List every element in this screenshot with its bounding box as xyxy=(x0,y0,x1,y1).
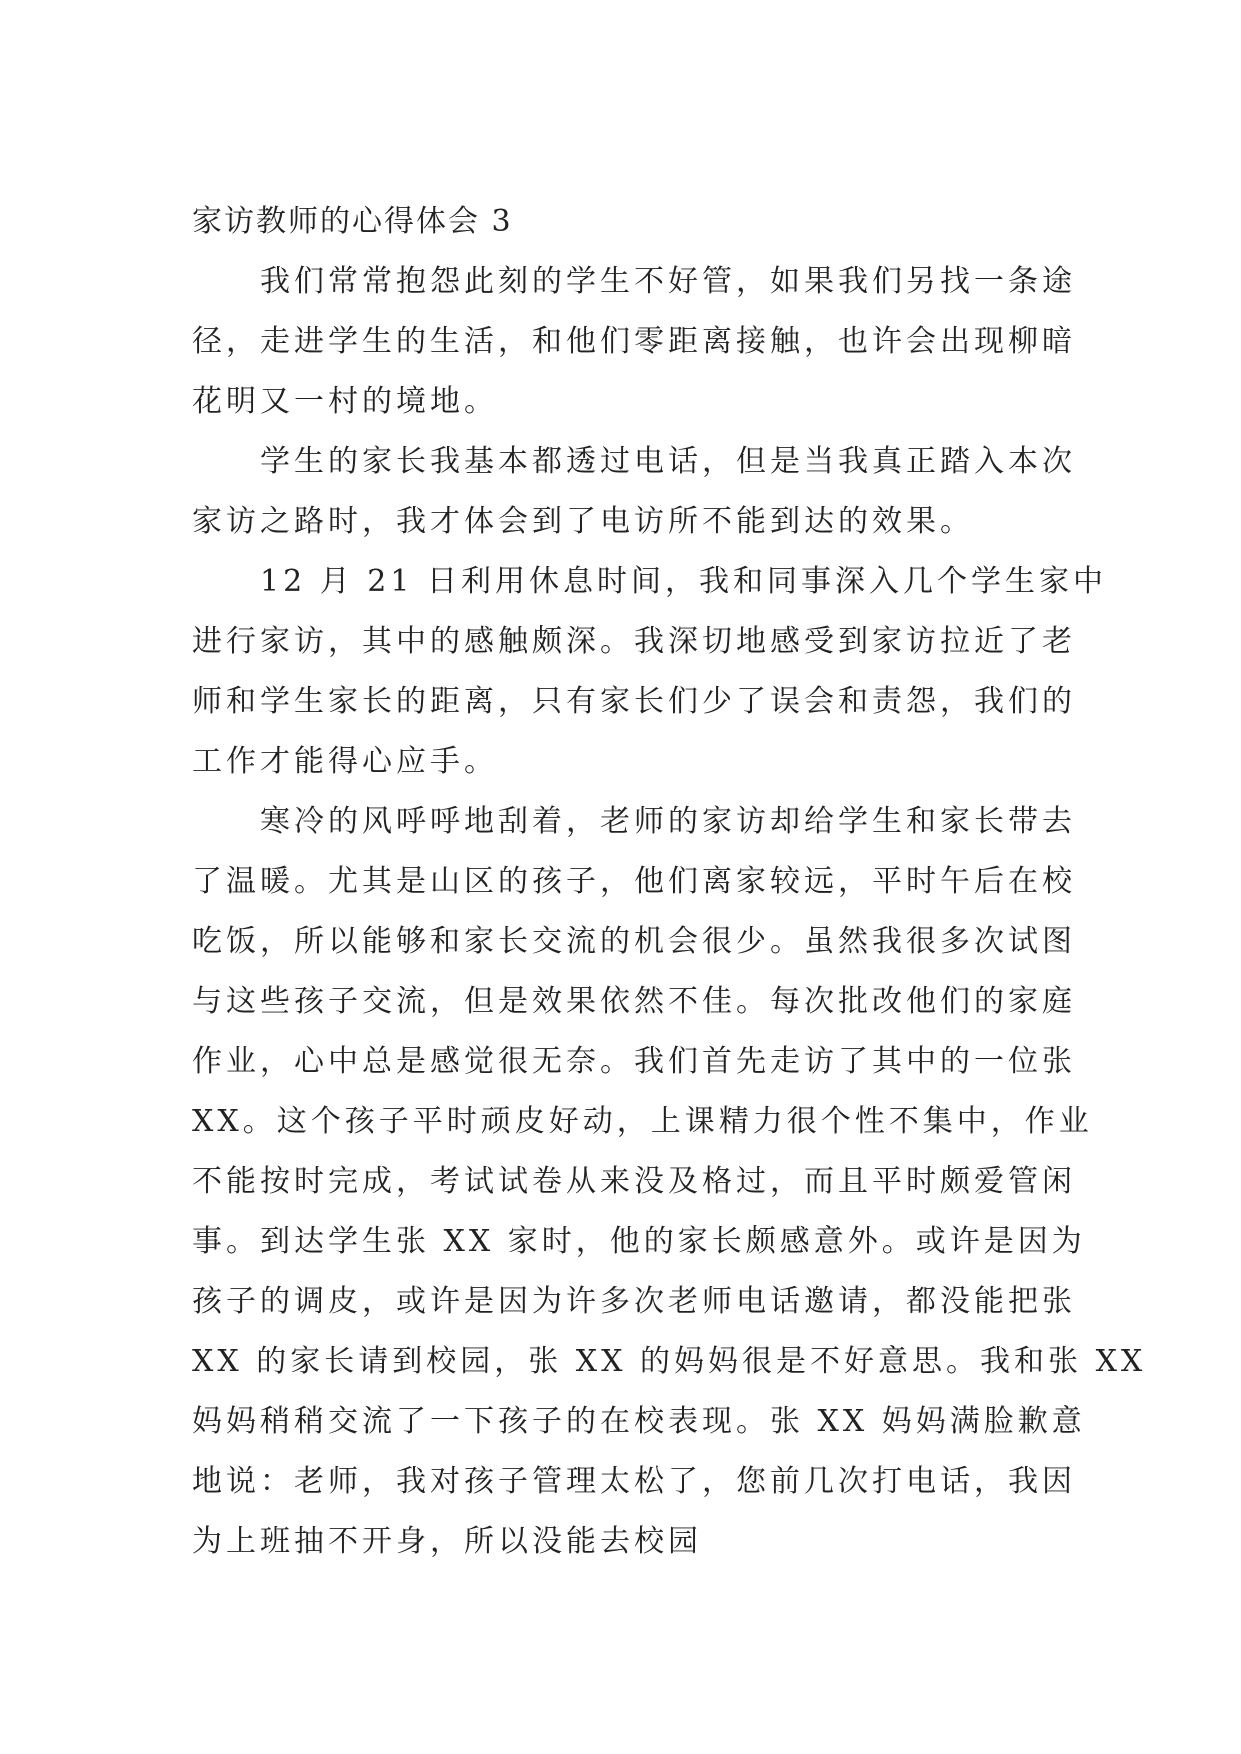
paragraph-line: XX。这个孩子平时顽皮好动，上课精力很个性不集中，作业 xyxy=(192,1104,1093,1139)
paragraph-line: XX 的家长请到校园，张 XX 的妈妈很是不好意思。我和张 XX xyxy=(192,1344,1147,1379)
paragraph-line: 工作才能得心应手。 xyxy=(192,744,498,779)
paragraph-line: 家访之路时，我才体会到了电访所不能到达的效果。 xyxy=(192,504,974,539)
paragraph-line: 进行家访，其中的感触颇深。我深切地感受到家访拉近了老 xyxy=(192,624,1076,659)
paragraph-3 xyxy=(192,552,1107,792)
paragraph-line: 花明又一村的境地。 xyxy=(192,384,498,419)
paragraph-1 xyxy=(192,252,1076,432)
paragraph-line: 与这些孩子交流，但是效果依然不佳。每次批改他们的家庭 xyxy=(192,984,1076,1019)
paragraph-line: 作业，心中总是感觉很无奈。我们首先走访了其中的一位张 xyxy=(192,1044,1076,1079)
paragraph-line: 不能按时完成，考试试卷从来没及格过，而且平时颇爱管闲 xyxy=(192,1164,1076,1199)
paragraph-line: 为上班抽不开身，所以没能去校园 xyxy=(192,1524,702,1559)
paragraph-line: 径，走进学生的生活，和他们零距离接触，也许会出现柳暗 xyxy=(192,324,1076,359)
paragraph-line: 地说：老师，我对孩子管理太松了，您前几次打电话，我因 xyxy=(192,1464,1076,1499)
paragraph-line: 妈妈稍稍交流了一下孩子的在校表现。张 XX 妈妈满脸歉意 xyxy=(192,1404,1086,1439)
paragraph-line: 师和学生家长的距离，只有家长们少了误会和责怨，我们的 xyxy=(192,684,1076,719)
paragraph-line: 我们常常抱怨此刻的学生不好管，如果我们另找一条途 xyxy=(260,264,1076,299)
paragraph-line: 了温暖。尤其是山区的孩子，他们离家较远，平时午后在校 xyxy=(192,864,1076,899)
paragraph-line: 12 月 21 日利用休息时间，我和同事深入几个学生家中 xyxy=(260,564,1107,599)
paragraph-line: 吃饭，所以能够和家长交流的机会很少。虽然我很多次试图 xyxy=(192,924,1076,959)
paragraph-line: 寒冷的风呼呼地刮着，老师的家访却给学生和家长带去 xyxy=(260,804,1076,839)
paragraph-line: 事。到达学生张 XX 家时，他的家长颇感意外。或许是因为 xyxy=(192,1224,1086,1259)
paragraph-4 xyxy=(192,792,1147,1572)
paragraph-line: 孩子的调皮，或许是因为许多次老师电话邀请，都没能把张 xyxy=(192,1284,1076,1319)
document-body xyxy=(192,192,1147,1572)
document-title: 家访教师的心得体会 3 xyxy=(192,204,513,239)
paragraph-line: 学生的家长我基本都透过电话，但是当我真正踏入本次 xyxy=(260,444,1076,479)
paragraph-2 xyxy=(192,432,1076,552)
